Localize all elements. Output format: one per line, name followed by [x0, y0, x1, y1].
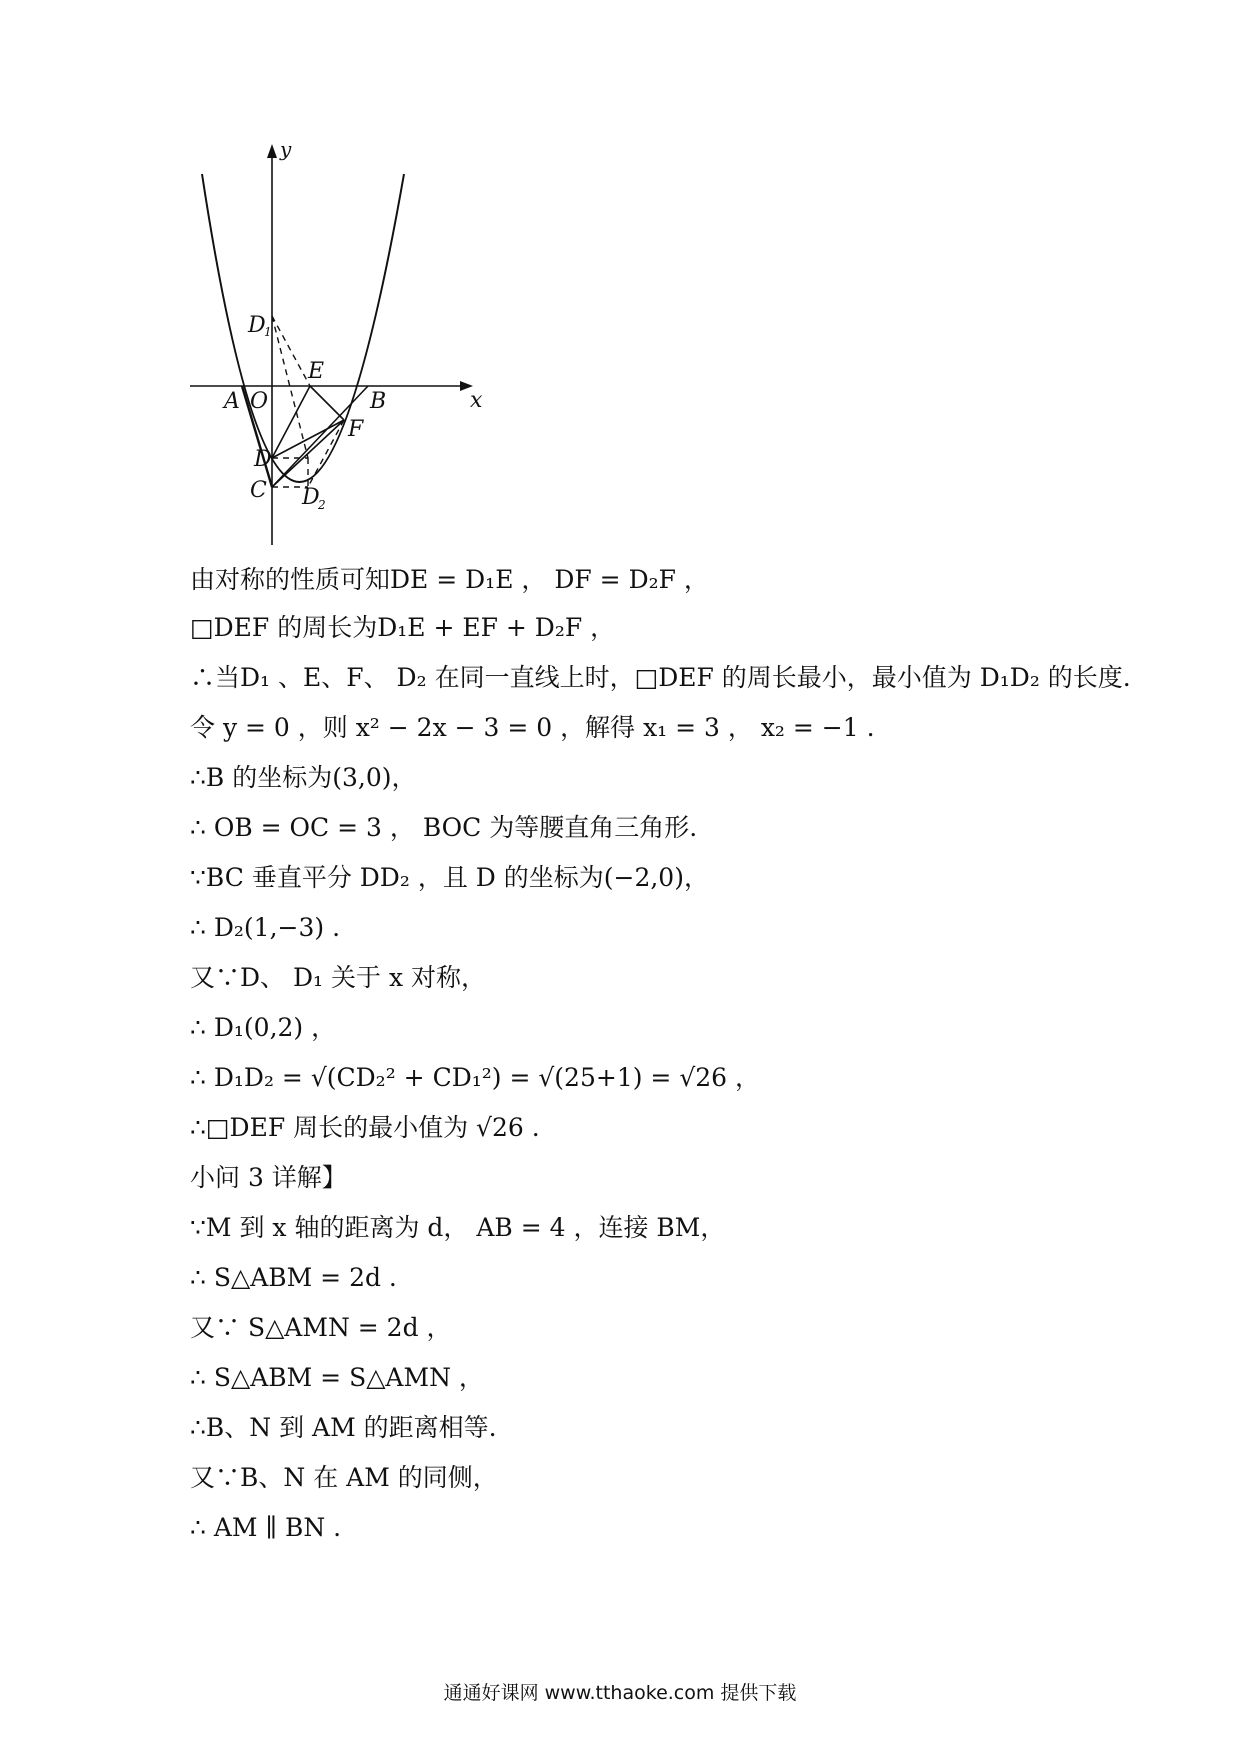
solution-line-13: ∵M 到 x 轴的距离为 d， AB = 4 ，连接 BM， — [190, 1213, 726, 1242]
segment-CF — [272, 420, 344, 487]
label-E: E — [308, 359, 325, 384]
solution-line-3: ∴当D₁ 、E、F、 D₂ 在同一直线上时，□DEF 的周长最小，最小值为 D₁D₂ 的长度. — [190, 663, 1131, 692]
solution-line-18: 又∵B、N 在 AM 的同侧， — [190, 1463, 498, 1492]
segment-D1D2 — [272, 316, 308, 458]
solution-line-14: ∴ S△ABM = 2d . — [190, 1263, 397, 1292]
solution-line-2: □DEF 的周长为D₁E + EF + D₂F ， — [190, 613, 616, 642]
label-D2-sub: 2 — [318, 498, 326, 512]
solution-line-19: ∴ AM ∥ BN . — [190, 1513, 342, 1542]
label-y: y — [280, 137, 292, 161]
label-D1: D — [248, 313, 266, 338]
footer-watermark: 通通好课网 www.tthaoke.com 提供下载 — [443, 1682, 797, 1704]
solution-line-15: 又∵ S△AMN = 2d ， — [190, 1313, 452, 1342]
label-D: D — [254, 447, 272, 472]
label-O: O — [250, 389, 269, 414]
label-D1-sub: 1 — [264, 325, 272, 339]
section-heading: 小问 3 详解】 — [190, 1163, 347, 1192]
segment-EF — [310, 386, 344, 420]
label-B: B — [370, 389, 387, 414]
solution-line-9: 又∵D、 D₁ 关于 x 对称， — [190, 963, 486, 992]
label-x: x — [470, 388, 483, 413]
solution-line-4: 令 y = 0 ，则 x² − 2x − 3 = 0 ，解得 x₁ = 3 ， x₂ = −1 . — [190, 713, 875, 742]
solution-line-7: ∵BC 垂直平分 DD₂ ，且 D 的坐标为(−2,0)， — [190, 863, 709, 892]
solution-line-17: ∴B、N 到 AM 的距离相等. — [190, 1413, 497, 1442]
parabola-figure — [180, 137, 483, 560]
label-C: C — [250, 478, 267, 503]
solution-line-11: ∴ D₁D₂ = √(CD₂² + CD₁²) = √(25+1) = √26 ， — [190, 1063, 761, 1092]
label-F: F — [348, 417, 364, 442]
solution-line-8: ∴ D₂(1,−3) . — [190, 913, 341, 942]
solution-line-6: ∴ OB = OC = 3 ， BOC 为等腰直角三角形. — [190, 813, 698, 842]
y-axis-arrow — [267, 144, 277, 158]
solution-line-10: ∴ D₁(0,2) ， — [190, 1013, 337, 1042]
solution-line-5: ∴B 的坐标为(3,0)， — [190, 763, 417, 792]
segment-D1E — [272, 316, 310, 386]
solution-line-12: ∴□DEF 周长的最小值为 √26 . — [190, 1113, 540, 1142]
solution-line-1: 由对称的性质可知DE = D₁E ， DF = D₂F ， — [190, 565, 709, 594]
label-D2: D — [302, 485, 320, 510]
solution-line-16: ∴ S△ABM = S△AMN ， — [190, 1363, 484, 1392]
label-A: A — [224, 389, 240, 414]
